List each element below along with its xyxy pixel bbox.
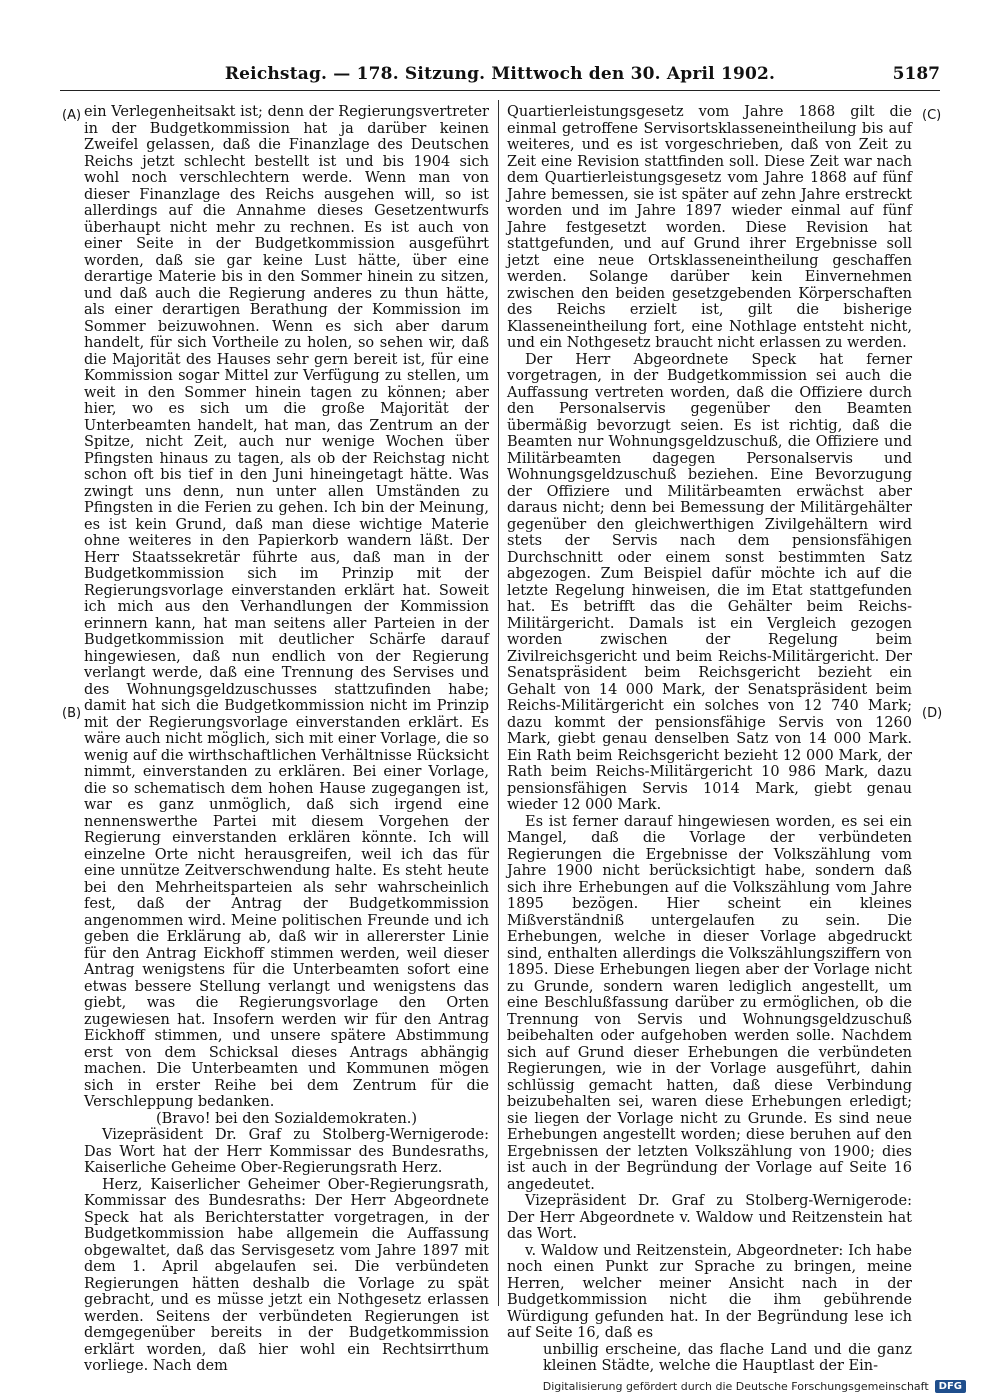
left-paragraph-herz: Herz, Kaiserlicher Geheimer Ober-Regierungsrath, Kommissar des Bundesraths: Der Herr Abgeordnete Speck hat als Berichterstatter vorgetragen, in der Budgetkommission habe allgemein die Auffassung obgewaltet, daß das Servisgesetz vom Jahre 1897 mit dem 1. April abgelaufen sei. Die verbündeten Regierungen hätten deshalb die Vorlage zu spät gebracht, und es müsse jetzt ein Nothgesetz erlassen werden. Seitens der verbündeten Regierungen ist demgegenüber bereits in der Budgetkommission erklärt worden, daß hier wohl ein Rechtsirrthum vorliege. Nach dem bbox=[84, 1176, 489, 1374]
right-paragraph-1: Quartierleistungsgesetz vom Jahre 1868 gilt die einmal getroffene Servisortsklasseneintheilung bis auf weiteres, und es ist vorgeschrieben, daß von Zeit zu Zeit eine Revision stattfinden soll. Diese Zeit war nach dem Quartierleistungsgesetz vom Jahre 1868 auf fünf Jahre bemessen, sie ist später auf zehn Jahre erstreckt worden und im Jahre 1897 wieder einmal auf fünf Jahre festgesetzt worden. Diese Revision hat stattgefunden, und auf Grund ihrer Ergebnisse soll jetzt eine neue Ortsklasseneintheilung geschaffen werden. Solange darüber kein Einvernehmen zwischen den beiden gesetzgebenden Körperschaften des Reichs erzielt ist, gilt die bisherige Klasseneintheilung fort, eine Nothlage entsteht nicht, und ein Nothgesetz braucht nicht erlassen zu werden. bbox=[507, 104, 912, 351]
margin-marker-a: (A) bbox=[62, 108, 82, 123]
right-paragraph-3: Es ist ferner darauf hingewiesen worden, es sei ein Mangel, daß die Vorlage der verbündeten Regierungen die Ergebnisse der Volkszählung vom Jahre 1900 nicht berücksichtigt habe, sondern daß sich ihre Erhebungen auf die Volkszählung vom Jahre 1895 bezögen. Hier scheint ein kleines Mißverständniß untergelaufen zu sein. Die Erhebungen, welche in dieser Vorlage abgedruckt sind, enthalten allerdings die Volkszählungsziffern von 1895. Diese Erhebungen liegen aber der Vorlage nicht zu Grunde, sondern waren lediglich angestellt, um eine Beschlußfassung darüber zu ermöglichen, ob die Trennung von Servis und Wohnungsgeldzuschuß beibehalten oder aufgehoben werden solle. Nachdem sich auf Grund dieser Erhebungen die verbündeten Regierungen, wie in der Vorlage ausgeführt, dahin schlüssig gemacht hatten, daß diese Verbindung beizubehalten sei, waren diese Erhebungen erledigt; sie liegen der Vorlage nicht zu Grunde. Es sind neue Erhebungen angestellt worden; diese beruhen auf den Ergebnissen der letzten Volkszählung von 1900; dies ist auch in der Begründung der Vorlage auf Seite 16 angedeutet. bbox=[507, 813, 912, 1193]
right-paragraph-vizepraesident: Vizepräsident Dr. Graf zu Stolberg-Wernigerode: Der Herr Abgeordnete v. Waldow und Reitzenstein hat das Wort. bbox=[507, 1193, 912, 1242]
right-paragraph-2: Der Herr Abgeordnete Speck hat ferner vorgetragen, in der Budgetkommission sei auch die Auffassung vertreten worden, daß die Offiziere durch den Personalservis gegenüber den Beamten übermäßig bevorzugt seien. Es ist richtig, daß die Beamten nur Wohnungsgeldzuschuß, die Offiziere und Militärbeamten dagegen Personalservis und Wohnungsgeldzuschuß beziehen. Eine Bevorzugung der Offiziere und Militärbeamten erwächst aber daraus nicht; denn bei Bemessung der Militärgehälter gegenüber den gleichwerthigen Zivilgehältern wird stets der Servis nach dem pensionsfähigen Durchschnitt oder einem sonst bestimmten Satz abgezogen. Zum Beispiel dafür möchte ich auf die letzte Regelung hinweisen, die im Etat stattgefunden hat. Es betrifft das die Gehälter beim Reichs-Militärgericht. Damals ist ein Vergleich gezogen worden zwischen der Regelung beim Zivilreichsgericht und beim Reichs-Militärgericht. Der Senatspräsident beim Reichsgericht bezieht ein Gehalt von 14 000 Mark, der Senatspräsident beim Reichs-Militärgericht ein solches von 12 740 Mark; dazu kommt der pensionsfähige Servis von 1260 Mark, giebt genau denselben Satz von 14 000 Mark. Ein Rath beim Reichsgericht bezieht 12 000 Mark, der Rath beim Reichs-Militärgericht 10 986 Mark, dazu pensionsfähigen Servis 1014 Mark, giebt genau wieder 12 000 Mark. bbox=[507, 351, 912, 813]
right-paragraph-waldow: v. Waldow und Reitzenstein, Abgeordneter: Ich habe noch einen Punkt zur Sprache zu bringen, meine Herren, welcher meiner Ansicht nach in der Budgetkommission nicht die ihm gebührende Würdigung gefunden hat. In der Begründung lese ich auf Seite 16, daß es bbox=[507, 1242, 912, 1341]
column-divider bbox=[498, 100, 499, 1306]
margin-marker-d: (D) bbox=[922, 706, 943, 721]
left-paragraph-1: ein Verlegenheitsakt ist; denn der Regierungsvertreter in der Budgetkommission hat ja darüber keinen Zweifel gelassen, daß die Finanzlage des Deutschen Reichs jetzt schlecht bestellt ist und bis 1904 sich wohl noch verschlechtern werde. Wenn man von dieser Finanzlage des Reichs ausgehen will, so ist allerdings auf die Annahme dieses Gesetzentwurfs überhaupt nicht mehr zu rechnen. Es ist auch von einer Seite in der Budgetkommission ausgeführt worden, daß sie gar keine Lust hätte, über eine derartige Materie bis in den Sommer hinein zu sitzen, und daß auch die Regierung anderes zu thun hätte, als einer derartigen Berathung der Kommission im Sommer beizuwohnen. Wenn es sich aber darum handelt, für sich Vortheile zu holen, so sehen wir, daß die Majorität des Hauses sehr gern bereit ist, für eine Kommission sogar Mittel zur Verfügung zu stellen, um weit in den Sommer hinein tagen zu können; aber hier, wo es sich um die große Majorität der Unterbeamten handelt, hat man, das Zentrum an der Spitze, nicht Zeit, auch nur wenige Wochen über Pfingsten hinaus zu tagen, als ob der Reichstag nicht schon oft bis tief in den Juni hineingetagt hätte. Was zwingt uns denn, nun unter allen Umständen zu Pfingsten in die Ferien zu gehen. Ich bin der Meinung, es ist kein Grund, daß man diese wichtige Materie ohne weiteres in den Papierkorb wandern läßt. Der Herr Staatssekretär führte aus, daß man in der Budgetkommission sich im Prinzip mit der Regierungsvorlage einverstanden erklärt hat. Soweit ich mich aus den Verhandlungen der Kommission erinnern kann, hat man seitens aller Parteien in der Budgetkommission mit deutlicher Schärfe darauf hingewiesen, daß nun endlich von der Regierung verlangt werde, daß eine Trennung des Servises und des Wohnungsgeldzuschusses stattzufinden habe; damit hat sich die Budgetkommission nicht im Prinzip mit der Regierungsvorlage einverstanden erklärt. Es wäre auch nicht möglich, sich mit einer Vorlage, die so wenig auf die wirthschaftlichen Verhältnisse Rücksicht nimmt, einverstanden zu erklären. Bei einer Vorlage, die so schematisch dem hohen Hause zugegangen ist, war es ganz unmöglich, daß sich irgend eine nennenswerthe Partei mit diesem Vorgehen der Regierung einverstanden erklären könnte. Ich will einzelne Orte nicht herausgreifen, weil ich das für eine unnütze Zeitverschwendung halte. Es steht heute bei den Mehrheitsparteien als sehr wahrscheinlich fest, daß der Antrag der Budgetkommission angenommen wird. Meine politischen Freunde und ich geben die Erklärung ab, daß wir in allererster Linie für den Antrag Eickhoff stimmen werden, weil dieser Antrag wenigstens für die Unterbeamten sofort eine etwas bessere Stellung verlangt und wenigstens das giebt, was die Regierungsvorlage den Orten zugewiesen hat. Insofern werden wir für den Antrag Eickhoff stimmen, und unsere spätere Abstimmung erst von dem Schicksal dieses Antrags abhängig machen. Die Unterbeamten und Kommunen mögen sich in erster Reihe bei dem Zentrum für die Verschleppung bedanken. bbox=[84, 104, 489, 1110]
footer bbox=[543, 1378, 966, 1394]
footer-text: Digitalisierung gefördert durch die Deutsche Forschungsgemeinschaft bbox=[542, 1379, 929, 1393]
left-column bbox=[84, 104, 489, 1374]
running-head: Reichstag. — 178. Sitzung. Mittwoch den 30. April 1902. bbox=[224, 64, 776, 84]
applause-note: (Bravo! bei den Sozialdemokraten.) bbox=[155, 1110, 418, 1127]
page-header bbox=[60, 64, 940, 90]
right-column bbox=[507, 104, 912, 1374]
page-number: 5187 bbox=[892, 64, 940, 84]
left-paragraph-vizepraesident: Vizepräsident Dr. Graf zu Stolberg-Wernigerode: Das Wort hat der Herr Kommissar des Bundesraths, Kaiserliche Geheime Ober-Regierungsrath Herz. bbox=[84, 1127, 489, 1176]
margin-marker-b: (B) bbox=[62, 706, 82, 721]
right-quote: unbillig erscheine, das flache Land und die ganz kleinen Städte, welche die Hauptlast der Ein- bbox=[543, 1341, 912, 1374]
margin-marker-c: (C) bbox=[922, 108, 942, 123]
dfg-logo: DFG bbox=[935, 1380, 966, 1393]
header-rule bbox=[60, 90, 940, 91]
